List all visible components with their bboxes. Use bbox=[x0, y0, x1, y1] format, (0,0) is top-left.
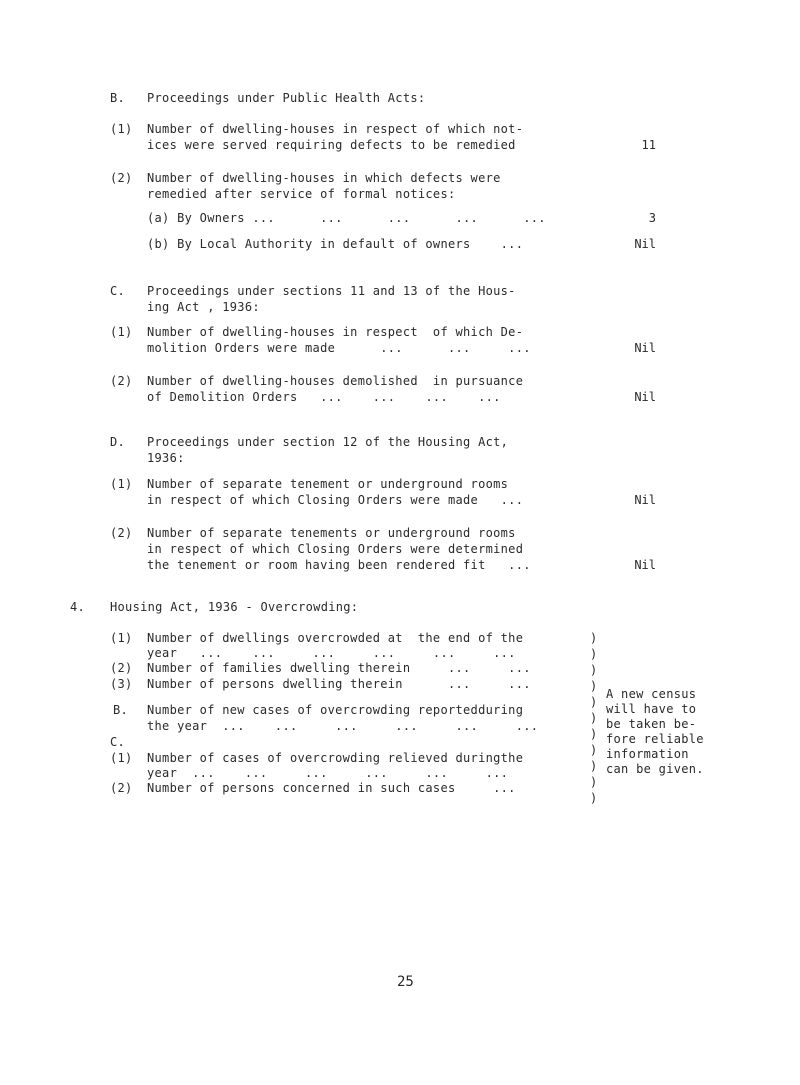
section-4-title: Housing Act, 1936 - Overcrowding: bbox=[110, 600, 359, 614]
section-d-item1-text: in respect of which Closing Orders were made ... bbox=[147, 493, 524, 507]
section-4-a1-text: Number of dwellings overcrowded at the end of the bbox=[147, 631, 524, 645]
section-b-item2a-text: (a) By Owners ... ... ... ... ... bbox=[147, 211, 546, 225]
section-c-item2-value: Nil bbox=[634, 390, 656, 404]
section-4-b-label: B. bbox=[113, 703, 129, 717]
section-4-a3-number: (3) bbox=[110, 677, 133, 691]
section-b-item2-text: Number of dwelling-houses in which defects were bbox=[147, 171, 501, 185]
section-4-c1-text: year ... ... ... ... ... ... bbox=[147, 766, 509, 780]
page-number: 25 bbox=[397, 974, 414, 990]
section-d-item2-number: (2) bbox=[110, 526, 133, 540]
section-c-item1-number: (1) bbox=[110, 325, 133, 339]
section-d-title: 1936: bbox=[147, 451, 185, 465]
right-brace: ) ) ) ) ) ) ) ) ) ) ) bbox=[590, 631, 598, 805]
section-4-a1-text: year ... ... ... ... ... ... bbox=[147, 646, 516, 660]
census-note-line: can be given. bbox=[606, 762, 704, 776]
section-b-item2-text: remedied after service of formal notices: bbox=[147, 187, 456, 201]
section-b-item2-number: (2) bbox=[110, 171, 133, 185]
section-4-b-text: the year ... ... ... ... ... ... bbox=[147, 719, 539, 733]
section-4-a2-number: (2) bbox=[110, 661, 133, 675]
section-4-c1-text: Number of cases of overcrowding relieved duringthe bbox=[147, 751, 524, 765]
section-4-c-label: C. bbox=[110, 735, 126, 749]
section-d-item2-text: in respect of which Closing Orders were determined bbox=[147, 542, 524, 556]
section-b-item2a-value: 3 bbox=[648, 211, 656, 225]
section-d-item2-value: Nil bbox=[634, 558, 656, 572]
section-c-item1-text: Number of dwelling-houses in respect of which De- bbox=[147, 325, 524, 339]
section-d-label: D. bbox=[110, 435, 126, 449]
section-c-title: ing Act , 1936: bbox=[147, 300, 260, 314]
section-4-c2-number: (2) bbox=[110, 781, 133, 795]
section-4-c1-number: (1) bbox=[110, 751, 133, 765]
census-note-line: be taken be- bbox=[606, 717, 697, 731]
section-4-label: 4. bbox=[70, 600, 86, 614]
section-d-item1-value: Nil bbox=[634, 493, 656, 507]
census-note-line: information bbox=[606, 747, 689, 761]
section-d-item1-text: Number of separate tenement or underground rooms bbox=[147, 477, 509, 491]
census-note-line: fore reliable bbox=[606, 732, 704, 746]
section-c-title: Proceedings under sections 11 and 13 of the Hous- bbox=[147, 284, 516, 298]
section-b-item1-text: Number of dwelling-houses in respect of which not- bbox=[147, 122, 524, 136]
section-c-item2-text: Number of dwelling-houses demolished in pursuance bbox=[147, 374, 524, 388]
section-c-item1-text: molition Orders were made ... ... ... bbox=[147, 341, 531, 355]
section-c-item1-value: Nil bbox=[634, 341, 656, 355]
census-note-line: will have to bbox=[606, 702, 697, 716]
section-b-item1-text: ices were served requiring defects to be remedied bbox=[147, 138, 516, 152]
section-b-title: Proceedings under Public Health Acts: bbox=[147, 91, 426, 105]
section-b-item1-value: 11 bbox=[641, 138, 656, 152]
section-4-a3-text: Number of persons dwelling therein ... ... bbox=[147, 677, 531, 691]
section-d-item2-text: Number of separate tenements or underground rooms bbox=[147, 526, 516, 540]
section-c-label: C. bbox=[110, 284, 126, 298]
section-4-b-text: Number of new cases of overcrowding reportedduring bbox=[147, 703, 524, 717]
section-4-a2-text: Number of families dwelling therein ... ... bbox=[147, 661, 531, 675]
section-4-c2-text: Number of persons concerned in such cases ... bbox=[147, 781, 516, 795]
section-d-item1-number: (1) bbox=[110, 477, 133, 491]
section-c-item2-text: of Demolition Orders ... ... ... ... bbox=[147, 390, 501, 404]
section-b-item1-number: (1) bbox=[110, 122, 133, 136]
section-b-item2b-text: (b) By Local Authority in default of owners ... bbox=[147, 237, 524, 251]
section-d-title: Proceedings under section 12 of the Housing Act, bbox=[147, 435, 509, 449]
section-4-a1-number: (1) bbox=[110, 631, 133, 645]
section-b-item2b-value: Nil bbox=[634, 237, 656, 251]
section-c-item2-number: (2) bbox=[110, 374, 133, 388]
census-note-line: A new census bbox=[606, 687, 697, 701]
section-d-item2-text: the tenement or room having been rendered fit ... bbox=[147, 558, 531, 572]
section-b-label: B. bbox=[110, 91, 126, 105]
